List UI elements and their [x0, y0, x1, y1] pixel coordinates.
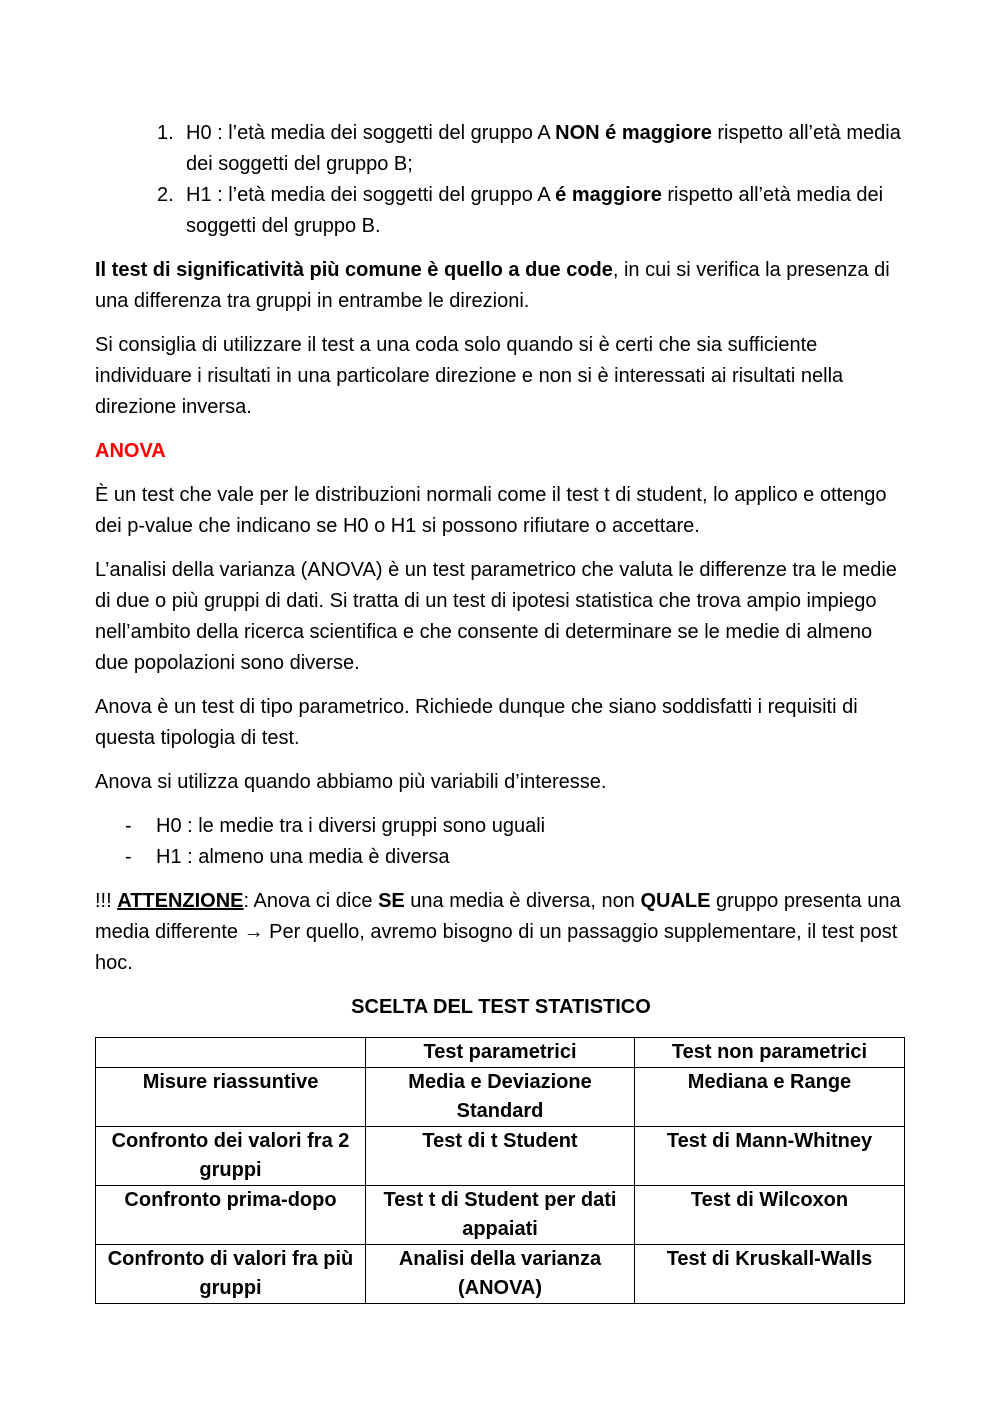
table-cell: Confronto prima-dopo [96, 1186, 366, 1245]
dash-bullet: - [125, 846, 132, 868]
hypothesis-text-end: rispetto all’età media dei soggetti del gruppo B; [186, 122, 901, 175]
list-item [95, 180, 907, 242]
attention-quale: QUALE [640, 890, 711, 912]
list-item-text: H0 : le medie tra i diversi gruppi sono uguali [156, 815, 546, 837]
table-header-cell: Test parametrici [366, 1038, 635, 1068]
attention-paragraph [95, 886, 907, 979]
hypothesis-bold: NON é maggiore [555, 122, 712, 144]
table-cell: Confronto dei valori fra 2 gruppi [96, 1127, 366, 1186]
list-number: 2. [157, 184, 174, 206]
attention-text: Per quello, avremo bisogno di un passaggio supplementare, il test post hoc. [95, 921, 898, 974]
table-header-cell: Test non parametrici [635, 1038, 905, 1068]
table-row [96, 1127, 905, 1186]
anova-paragraph: Anova è un test di tipo parametrico. Richiede dunque che siano soddisfatti i requisiti di questa tipologia di test. [95, 696, 858, 749]
table-cell: Test di Wilcoxon [635, 1186, 905, 1245]
table-cell: Mediana e Range [635, 1068, 905, 1127]
table-header-row [96, 1038, 905, 1068]
table-row [96, 1068, 905, 1127]
list-item [95, 811, 907, 842]
one-tail-paragraph: Si consiglia di utilizzare il test a una coda solo quando si è certi che sia sufficiente individuare i risultati in una particolare direzione e non si è interessati ai risultati nella direzione inversa. [95, 334, 844, 418]
document-page [95, 118, 907, 1304]
table-cell: Misure riassuntive [96, 1068, 366, 1127]
attention-label: ATTENZIONE [117, 890, 244, 912]
attention-text: una media è diversa, non [404, 890, 641, 912]
attention-text: : Anova ci dice [243, 890, 379, 912]
table-cell: Media e Deviazione Standard [366, 1068, 635, 1127]
hypothesis-bold: é maggiore [555, 184, 662, 206]
hypothesis-list [95, 118, 907, 242]
attention-se: SE [378, 890, 405, 912]
anova-heading: ANOVA [95, 440, 166, 462]
two-tail-paragraph [95, 255, 907, 317]
table-title: SCELTA DEL TEST STATISTICO [351, 996, 651, 1018]
table-cell: Test t di Student per dati appaiati [366, 1186, 635, 1245]
table-header-cell [96, 1038, 366, 1068]
hypothesis-text: H1 : l’età media dei soggetti del gruppo A [186, 184, 556, 206]
table-cell: Confronto di valori fra più gruppi [96, 1245, 366, 1304]
anova-paragraph: È un test che vale per le distribuzioni normali come il test t di student, lo applico e ottengo dei p-value che indicano se H0 o H1 si possono rifiutare o accettare. [95, 484, 887, 537]
arrow-right-icon: → [243, 921, 264, 943]
anova-paragraph: Anova si utilizza quando abbiamo più variabili d’interesse. [95, 771, 607, 793]
two-tail-bold: Il test di significatività più comune è quello a due code [95, 259, 613, 281]
list-number: 1. [157, 122, 174, 144]
attention-prefix: !!! [95, 890, 118, 912]
table-cell: Analisi della varianza (ANOVA) [366, 1245, 635, 1304]
list-item-text: H1 : almeno una media è diversa [156, 846, 450, 868]
table-cell: Test di Kruskall-Walls [635, 1245, 905, 1304]
attention-text: gruppo presenta una media differente [95, 890, 901, 943]
anova-paragraph: L’analisi della varianza (ANOVA) è un test parametrico che valuta le differenze tra le medie di due o più gruppi di dati. Si tratta di un test di ipotesi statistica che trova ampio impiego nell’ambito della ricerca scientifica e che consente di determinare se le medie di almeno due popolazioni sono diverse. [95, 559, 897, 674]
table-cell: Test di Mann-Whitney [635, 1127, 905, 1186]
table-cell: Test di t Student [366, 1127, 635, 1186]
hypothesis-text: H0 : l’età media dei soggetti del gruppo A [186, 122, 556, 144]
dash-bullet: - [125, 815, 132, 837]
list-item [95, 118, 907, 180]
table-row [96, 1245, 905, 1304]
anova-hypothesis-list [95, 811, 907, 873]
table-row [96, 1186, 905, 1245]
list-item [95, 842, 907, 873]
two-tail-rest: , in cui si verifica la presenza di una differenza tra gruppi in entrambe le direzioni. [95, 259, 890, 312]
hypothesis-text-end: rispetto all’età media dei soggetti del gruppo B. [186, 184, 884, 237]
test-selection-table [95, 1037, 905, 1304]
